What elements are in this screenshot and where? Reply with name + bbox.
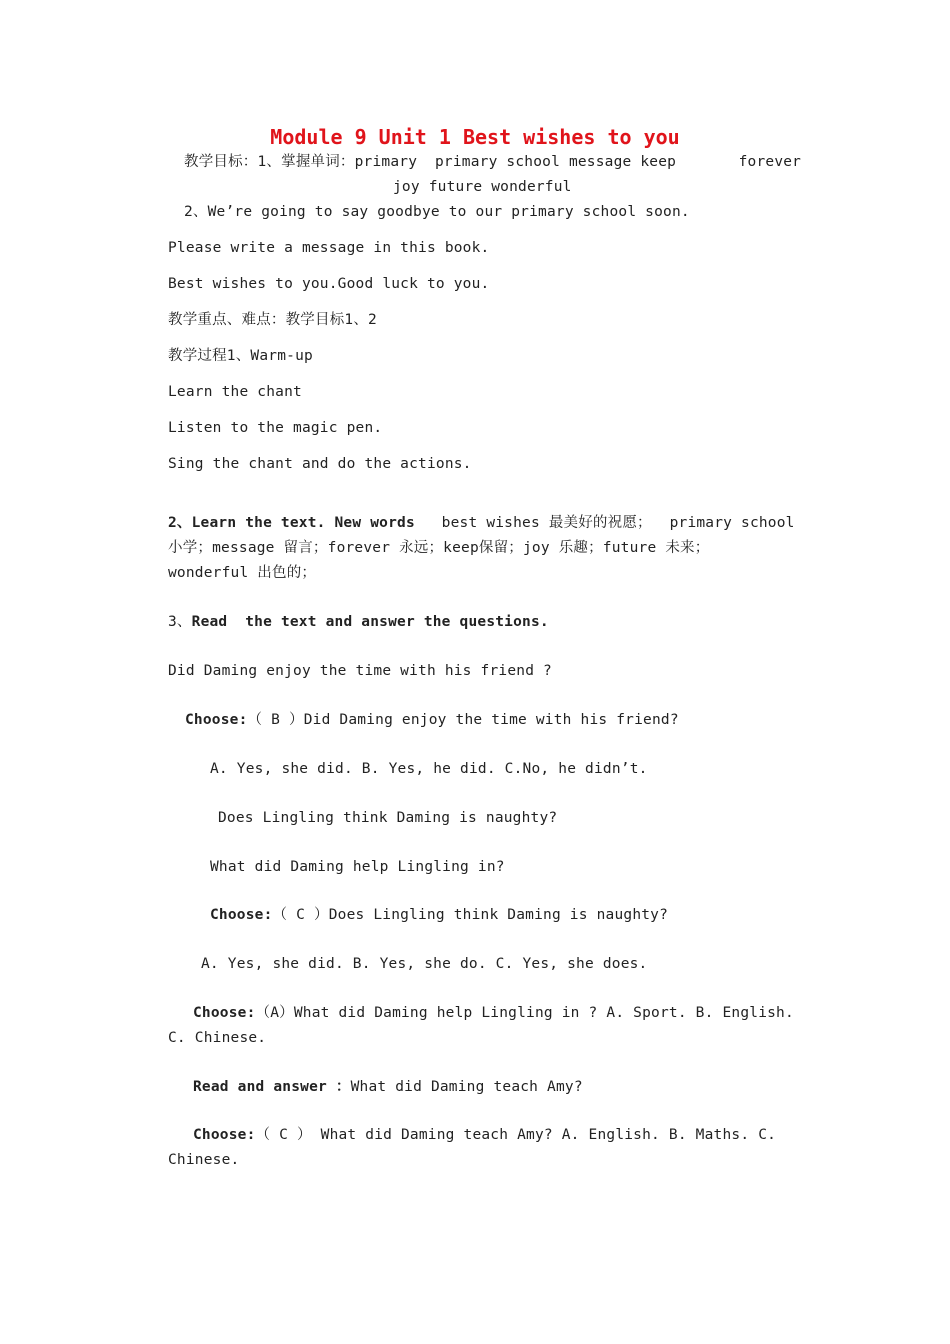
- options-line: A. Yes, she did. B. Yes, he did. C.No, he didn’t.: [210, 761, 648, 777]
- question-line: What did Daming help Lingling in?: [210, 859, 505, 875]
- body-line: Listen to the magic pen.: [168, 420, 383, 436]
- read-answer-text: What did Daming teach Amy?: [350, 1079, 583, 1095]
- read-answer-line: [193, 1077, 583, 1097]
- choose-line: [185, 710, 679, 730]
- section2-line-3: wonderful 出色的；: [168, 565, 317, 581]
- question-line: Does Lingling think Daming is naughty?: [218, 810, 558, 826]
- choose-line: [193, 1125, 776, 1145]
- options-line: A. Yes, she did. B. Yes, she do. C. Yes, she does.: [201, 956, 648, 972]
- choose-text: （A）What did Daming help Lingling in ? A. Sport. B. English.: [255, 1005, 794, 1021]
- key-points-line: 教学重点、难点：教学目标1、2: [168, 312, 377, 328]
- choose-line: [193, 1003, 794, 1023]
- choose-continuation: Chinese.: [168, 1152, 240, 1168]
- objectives-line-1: 教学目标：1、掌握单词：primary primary school message keep forever: [184, 154, 802, 170]
- choose-text: （ B ）Did Daming enjoy the time with his friend?: [247, 712, 679, 728]
- choose-text: （ C ） What did Daming teach Amy? A. English. B. Maths. C.: [255, 1127, 777, 1143]
- section2-line-1: [168, 513, 795, 533]
- section2-line-2: 小学；message 留言；forever 永远；keep保留；joy 乐趣；future 未来；: [168, 540, 710, 556]
- choose-label: Choose:: [210, 907, 273, 923]
- objectives-line-3: 2、We’re going to say goodbye to our primary school soon.: [184, 204, 690, 220]
- choose-text: （ C ）Does Lingling think Daming is naughty?: [272, 907, 669, 923]
- section3-heading: [168, 612, 549, 632]
- section3-heading-text: Read the text and answer the questions.: [191, 614, 549, 630]
- read-answer-label: Read and answer ：: [193, 1079, 351, 1095]
- choose-label: Choose:: [193, 1127, 256, 1143]
- document-title: Module 9 Unit 1 Best wishes to you: [270, 125, 680, 149]
- body-line: Sing the chant and do the actions.: [168, 456, 472, 472]
- section3-heading-number: 3、: [168, 614, 192, 630]
- body-line: Please write a message in this book.: [168, 240, 490, 256]
- choose-label: Choose:: [185, 712, 248, 728]
- section2-line-1-rest: best wishes 最美好的祝愿； primary school: [414, 515, 795, 531]
- body-line: Best wishes to you.Good luck to you.: [168, 276, 490, 292]
- choose-line: [210, 905, 668, 925]
- body-line: Learn the chant: [168, 384, 302, 400]
- choose-continuation: C. Chinese.: [168, 1030, 267, 1046]
- objectives-line-2: joy future wonderful: [393, 179, 572, 195]
- section2-heading: 2、Learn the text. New words: [168, 515, 415, 531]
- choose-label: Choose:: [193, 1005, 256, 1021]
- process-line: 教学过程1、Warm-up: [168, 348, 313, 364]
- question-line: Did Daming enjoy the time with his friend ?: [168, 663, 552, 679]
